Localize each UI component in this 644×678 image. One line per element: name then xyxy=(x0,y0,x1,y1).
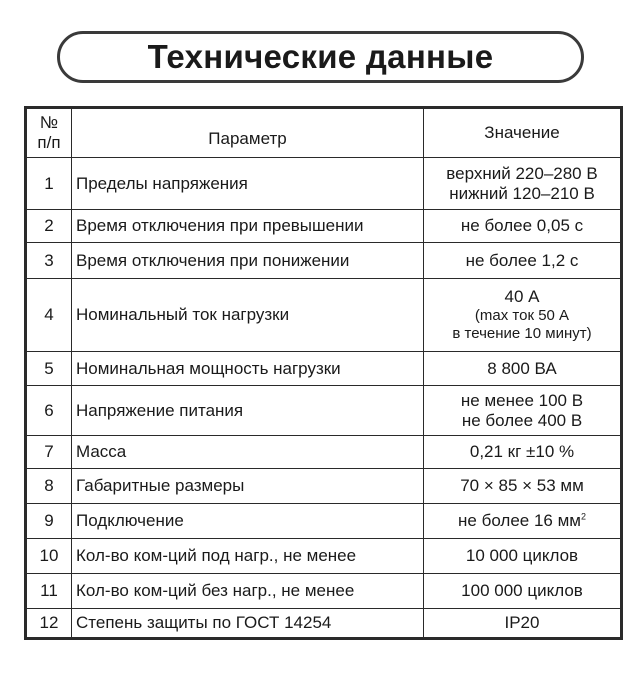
table-row xyxy=(26,574,622,609)
row-value: IP20 xyxy=(424,609,622,639)
row-value: не более 1,2 с xyxy=(424,243,622,279)
row-value: 10 000 циклов xyxy=(424,539,622,574)
table-row xyxy=(26,352,622,386)
table-row xyxy=(26,469,622,504)
row-number: 7 xyxy=(26,436,72,469)
row-value: не менее 100 В не более 400 В xyxy=(424,386,622,436)
table-row xyxy=(26,210,622,243)
row-parameter: Номинальная мощность нагрузки xyxy=(72,352,424,386)
table-row xyxy=(26,243,622,279)
header-number: № п/п xyxy=(26,108,72,158)
table-row xyxy=(26,539,622,574)
row-value: 0,21 кг ±10 % xyxy=(424,436,622,469)
row-parameter: Степень защиты по ГОСТ 14254 xyxy=(72,609,424,639)
page-title: Технические данные xyxy=(147,38,494,75)
row-parameter: Номинальный ток нагрузки xyxy=(72,279,424,352)
table-header-row xyxy=(26,108,622,158)
header-value: Значение xyxy=(424,108,622,158)
row-value: 8 800 ВА xyxy=(424,352,622,386)
row-number: 9 xyxy=(26,504,72,539)
row-value: не более 16 $мм^2$ xyxy=(424,504,622,539)
header-parameter: Параметр xyxy=(72,108,424,158)
table-row xyxy=(26,386,622,436)
row-parameter: Время отключения при превышении xyxy=(72,210,424,243)
row-value: 40 А (max ток 50 А в течение 10 минут) xyxy=(424,279,622,352)
row-parameter: Кол-во ком-ций без нагр., не менее xyxy=(72,574,424,609)
row-parameter: Напряжение питания xyxy=(72,386,424,436)
row-number: 6 xyxy=(26,386,72,436)
row-number: 10 xyxy=(26,539,72,574)
row-number: 1 xyxy=(26,158,72,210)
row-parameter: Кол-во ком-ций под нагр., не менее xyxy=(72,539,424,574)
title-frame xyxy=(57,31,584,83)
table-row xyxy=(26,609,622,639)
table-row xyxy=(26,436,622,469)
row-number: 4 xyxy=(26,279,72,352)
row-number: 12 xyxy=(26,609,72,639)
row-value: 100 000 циклов xyxy=(424,574,622,609)
row-value: верхний 220–280 В нижний 120–210 В xyxy=(424,158,622,210)
row-value: 70 × 85 × 53 мм xyxy=(424,469,622,504)
row-parameter: Время отключения при понижении xyxy=(72,243,424,279)
row-parameter: Масса xyxy=(72,436,424,469)
row-number: 8 xyxy=(26,469,72,504)
row-number: 2 xyxy=(26,210,72,243)
row-value: не более 0,05 с xyxy=(424,210,622,243)
row-parameter: Пределы напряжения xyxy=(72,158,424,210)
row-parameter: Подключение xyxy=(72,504,424,539)
row-number: 3 xyxy=(26,243,72,279)
table-row xyxy=(26,279,622,352)
row-number: 11 xyxy=(26,574,72,609)
row-number: 5 xyxy=(26,352,72,386)
table-row xyxy=(26,504,622,539)
spec-table xyxy=(24,106,623,640)
row-parameter: Габаритные размеры xyxy=(72,469,424,504)
table-row xyxy=(26,158,622,210)
